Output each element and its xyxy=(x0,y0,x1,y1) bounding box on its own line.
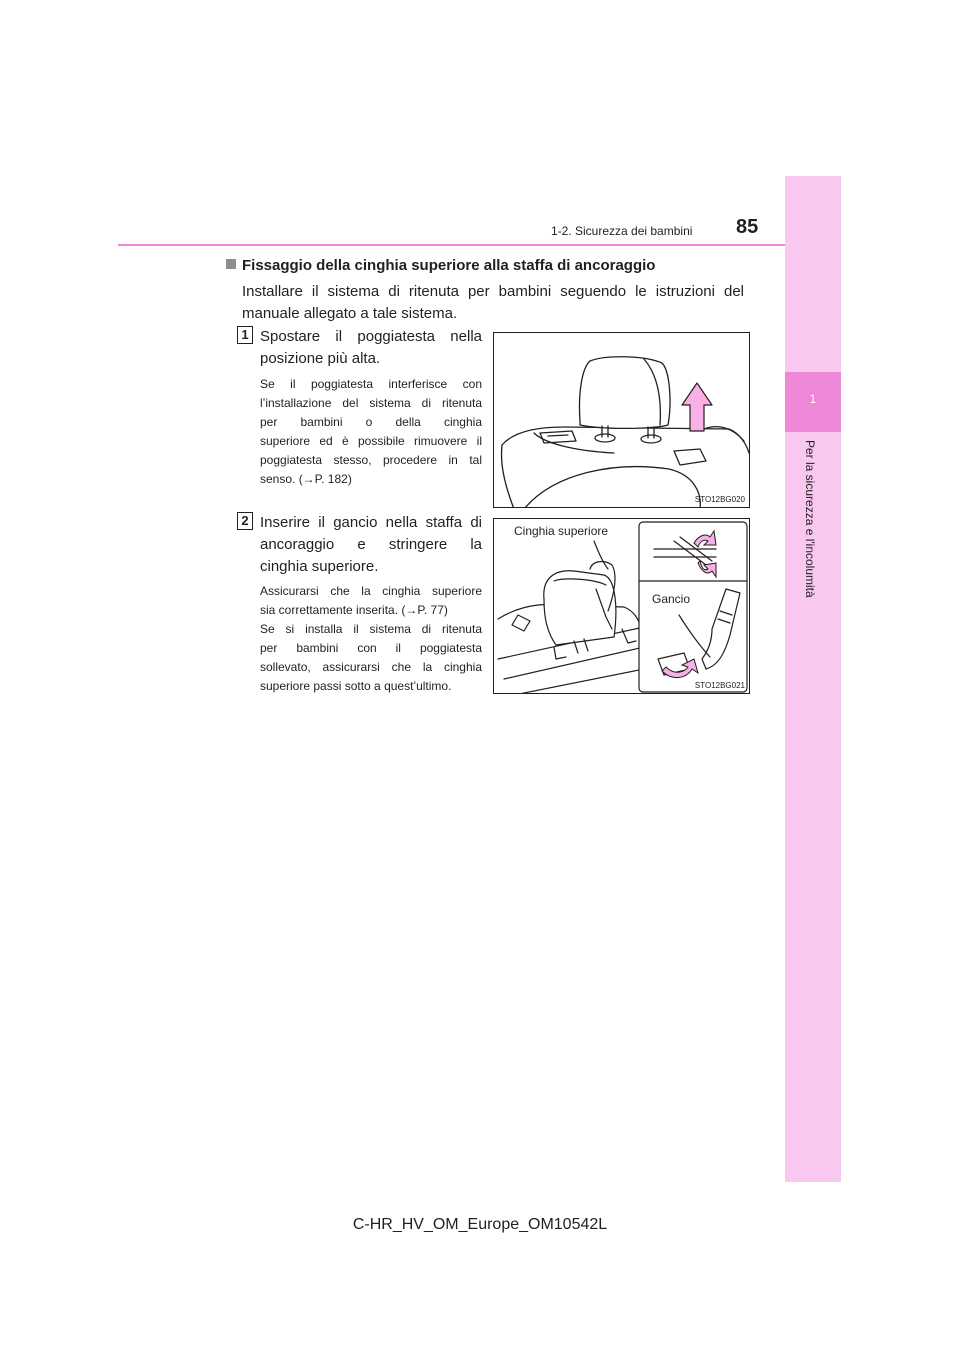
step-1-note xyxy=(260,375,482,489)
step-1-note-line: superiore ed è possibile rimuovere il xyxy=(260,434,482,448)
step-2-note-line: per bambini con il poggiatesta xyxy=(260,641,482,655)
step-1-note-line: Se il poggiatesta interferisce con xyxy=(260,377,482,391)
section-title: 1-2. Sicurezza dei bambini xyxy=(551,224,693,238)
headrest-illustration xyxy=(494,333,750,508)
step-2-note-line: Se si installa il sistema di ritenuta xyxy=(260,622,482,636)
step-2-note-line: Assicurarsi che la cinghia superiore xyxy=(260,584,482,598)
section-heading-text: Fissaggio della cinghia superiore alla staffa di ancoraggio xyxy=(242,257,656,274)
step-2-note xyxy=(260,582,482,696)
tether-hook-illustration xyxy=(494,519,750,694)
chapter-number: 1 xyxy=(809,392,817,406)
document-footer: C-HR_HV_OM_Europe_OM10542L xyxy=(352,1216,608,1233)
step-2-note-line: superiore passi sotto a quest’ultimo. xyxy=(260,679,452,693)
step-1-note-line: l’installazione del sistema di ritenuta xyxy=(260,396,482,410)
figure-code: STO12BG021 xyxy=(694,681,745,690)
page-number: 85 xyxy=(736,216,759,238)
step-1-line: Spostare il poggiatesta nella xyxy=(260,328,482,345)
chapter-label: Per la sicurezza e l'incolumità xyxy=(803,440,817,598)
side-tab xyxy=(785,176,841,1182)
up-arrow-icon xyxy=(682,383,712,431)
figure-headrest xyxy=(493,332,750,508)
step-1-instruction xyxy=(260,326,482,370)
step-1-line: posizione più alta. xyxy=(260,350,381,367)
step-1-note-line: per bambini o della cinghia xyxy=(260,415,482,429)
step-1-note-line: senso. (→P. 182) xyxy=(260,472,352,486)
step-2-note-line: sia correttamente inserita. (→P. 77) xyxy=(260,603,448,617)
step-badge-2: 2 xyxy=(237,512,253,530)
step-2-note-line: sollevato, assicurarsi che la cinghia xyxy=(260,660,482,674)
step-1-note-line: poggiatesta stesso, procedere in tal xyxy=(260,453,482,467)
figure-tether-hook xyxy=(493,518,750,694)
square-bullet-icon xyxy=(226,259,236,269)
section-heading xyxy=(226,257,655,274)
callout-top-tether: Cinghia superiore xyxy=(514,524,609,538)
step-2-line: ancoraggio e stringere la xyxy=(260,536,482,553)
callout-hook: Gancio xyxy=(652,592,691,606)
step-badge-1: 1 xyxy=(237,326,253,344)
step-2-instruction xyxy=(260,512,482,578)
step-2-line: Inserire il gancio nella staffa di xyxy=(260,514,482,531)
figure-code: STO12BG020 xyxy=(694,495,745,504)
step-2-line: cinghia superiore. xyxy=(260,558,379,575)
intro-paragraph: Installare il sistema di ritenuta per bambini seguendo le istruzioni del manuale allegato a tale sistema. xyxy=(242,283,744,322)
header-rule xyxy=(118,244,785,246)
